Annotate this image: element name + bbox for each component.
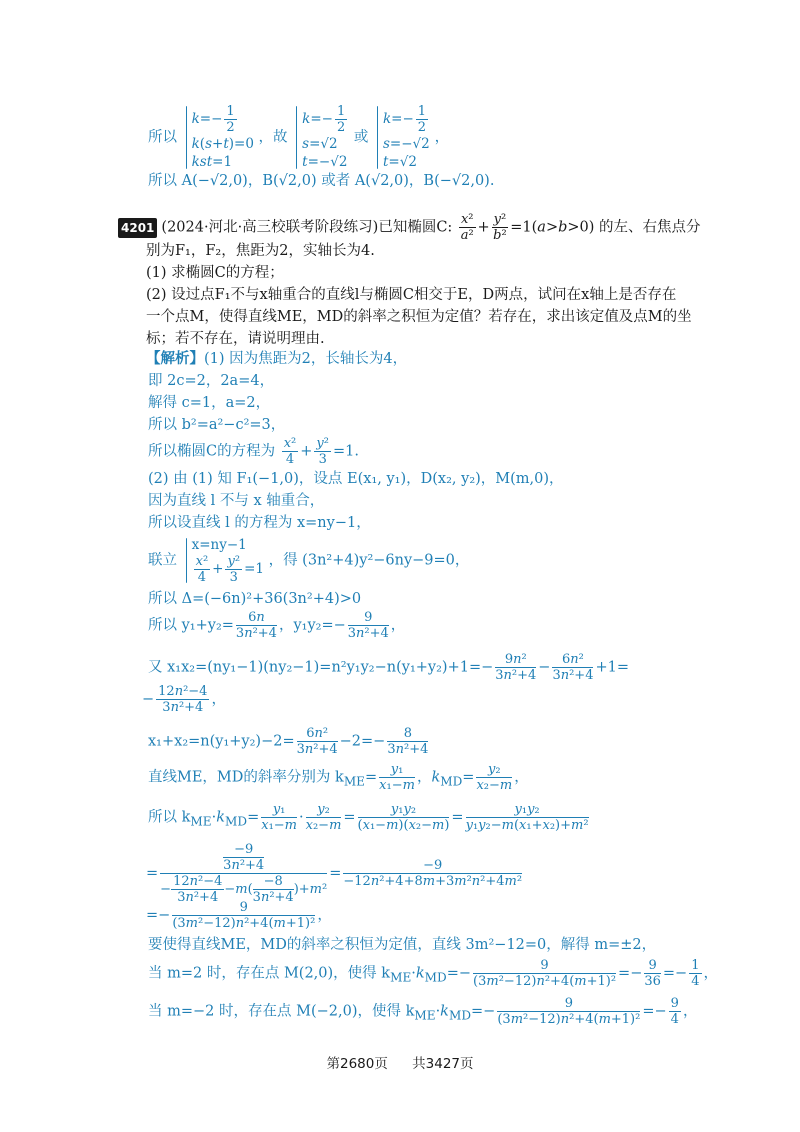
equation-system-3: k=− $\frac{1}{2}$ s=−√2 t=√2 (373, 104, 430, 171)
ellipse-y-term: $\frac{\text{y²}}{\text{b²}}$ (493, 212, 507, 243)
question-2-line-3: 标；若不存在，请说明理由. (146, 331, 325, 347)
problem-stem-tail: 的左、右焦点分 (599, 219, 701, 236)
problem-number-badge: 4201 (118, 218, 157, 238)
total-pages: 共3427页 (412, 1056, 474, 1072)
solution-line-19: 要使得直线ME，MD的斜率之积恒为定值，直线 3m²−12=0，解得 m=±2， (148, 937, 657, 953)
solution-line-16: 所以 $k_{ME}\cdot k_{MD}=$ $\frac{\text{y₁}}{\text{x₁−m}}$ · $\frac{\text{y₂}}{\text{x₂−m}}$ = $\frac{\text{y₁y₂}}{\text{(x₁−m)(x₂−m)}}$ = $\frac{\text{y₁y₂}}{\text{y₁y₂−m(x₁+x₂)+m²}}$ (148, 802, 589, 833)
solution-line-18: =− $\frac{9}{\text{(3m²−12)n²+4(m+1)²}}$ ， (146, 900, 332, 931)
gu-text: ，故 (258, 129, 288, 146)
solution-line-21: 当 m=−2 时，存在点 M(−2,0)，使得 $k_{ME}\cdot k_{MD}=-$ $\frac{9}{\text{(3m²−12)n²+4(m+1)²}}$ =− $\frac{9}{4}$ ， (148, 996, 698, 1027)
huo-text: 或 (353, 129, 369, 146)
question-2-line-1: (2) 设过点F₁不与x轴重合的直线l与椭圆C相交于E，D两点，试问在x轴上是否存在 (146, 287, 677, 303)
solution-line-12: 又 x₁x₂=(ny₁−1)(ny₂−1)=n²y₁y₂−n(y₁+y₂)+1=− $\frac{\text{9n²}}{\text{3n²+4}}$ − $\frac{\text{6n²}}{\text{3n²+4}}$ +1= (148, 652, 629, 683)
solution-line-13: − $\frac{\text{12n²−4}}{\text{3n²+4}}$ ， (142, 684, 226, 715)
problem-source: (2024·河北·高三校联考阶段练习)已知椭圆C: (161, 219, 453, 236)
question-2-line-2: 一个点M，使得直线ME，MD的斜率之积恒为定值？若存在，求出该定值及点M的坐 (146, 309, 692, 325)
page-number: 第2680页 (326, 1056, 388, 1072)
solution-line-14: x₁+x₂=n(y₁+y₂)−2= $\frac{\text{6n²}}{\text{3n²+4}}$ −2=− $\frac{8}{\text{3n²+4}}$ (148, 726, 429, 757)
question-1: (1) 求椭圆C的方程； (146, 265, 284, 281)
solution-line-11: 所以 y₁+y₂= $\frac{6n}{\text{3n²+4}}$ ，y₁y₂=− $\frac{9}{\text{3n²+4}}$ ， (148, 610, 406, 641)
solution-line-10: 所以 Δ=(−6n)²+36(3n²+4)>0 (148, 591, 362, 607)
system-line: 所以 k=− $\frac{1}{2}$ k(s+t)=0 kst=1 ，故 k=− $\frac{1}{2}$ s=√2 t=−√2 或 k=− $\frac{1}{2}$ s=−√2 t=√2 ， (148, 104, 450, 170)
problem-stem: 4201 (2024·河北·高三校联考阶段练习)已知椭圆C: $\frac{\text{x²}}{\text{a²}}$ + $\frac{\text{y²}}{\text{b²}}$ =1(a>b>0) 的左、右焦点分 (118, 212, 701, 243)
solution-line-20: 当 m=2 时，存在点 M(2,0)，使得 $k_{ME}\cdot k_{MD}=-$ $\frac{9}{\text{(3m²−12)n²+4(m+1)²}}$ =− $\frac{9}{36}$ =− $\frac{1}{4}$ ， (148, 958, 718, 989)
page-footer (0, 1052, 800, 1072)
solution-tag: 【解析】 (146, 350, 204, 367)
problem-line-2: 别为F₁，F₂，焦距为2，实轴长为4. (146, 243, 375, 259)
solution-line-17: = $\frac{-9}{\text{3n²+4}}$ − $\frac{\text{12n²−4}}{\text{3n²+4}}$ −m( $\frac{-8}{\text{3n²+4}}$ )+m² = $\frac{-9}{\text{−12n²+4+8m+3m²n²+4m²}}$ (146, 842, 523, 905)
solution-line-4: 所以 b²=a²−c²=3， (148, 417, 286, 433)
solution-line-2: 即 2c=2，2a=4， (148, 373, 275, 389)
solution-line-15: 直线ME，MD的斜率分别为 $k_{ME}=$ $\frac{\text{y₁}}{\text{x₁−m}}$ ，$k_{MD}=$ $\frac{\text{y₂}}{\text{x₂−m}}$ ， (148, 762, 529, 793)
equation-system-2: k=− $\frac{1}{2}$ s=√2 t=−√2 (292, 104, 349, 171)
solution-line-8: 所以设直线 l 的方程为 x=ny−1， (148, 515, 371, 531)
result-line: 所以 A(−√2,0)，B(√2,0) 或者 A(√2,0)，B(−√2,0). (148, 173, 495, 189)
suoyi-text: 所以 (148, 129, 177, 146)
solution-line-3: 解得 c=1，a=2， (148, 395, 271, 411)
equation-system-1: k=− $\frac{1}{2}$ k(s+t)=0 kst=1 (182, 104, 254, 171)
solution-line-7: 因为直线 l 不与 x 轴重合， (148, 493, 325, 509)
solution-line-1: 【解析】(1) 因为焦距为2，长轴长为4， (146, 350, 408, 367)
solution-line-5: 所以椭圆C的方程为 $\frac{\text{x²}}{4}$ + $\frac{\text{y²}}{3}$ =1. (148, 436, 359, 467)
solution-line-9: 联立 x=ny−1 $\frac{\text{x²}}{4}$ + $\frac{\text{y²}}{3}$ =1 ，得 (3n²+4)y²−6ny−9=0， (148, 537, 470, 585)
ellipse-x-term: $\frac{\text{x²}}{\text{a²}}$ (460, 212, 474, 243)
equation-system-4: x=ny−1 $\frac{\text{x²}}{4}$ + $\frac{\text{y²}}{3}$ =1 (182, 536, 264, 585)
solution-line-6: (2) 由 (1) 知 F₁(−1,0)，设点 E(x₁, y₁)，D(x₂, y₂)，M(m,0)， (148, 471, 564, 487)
